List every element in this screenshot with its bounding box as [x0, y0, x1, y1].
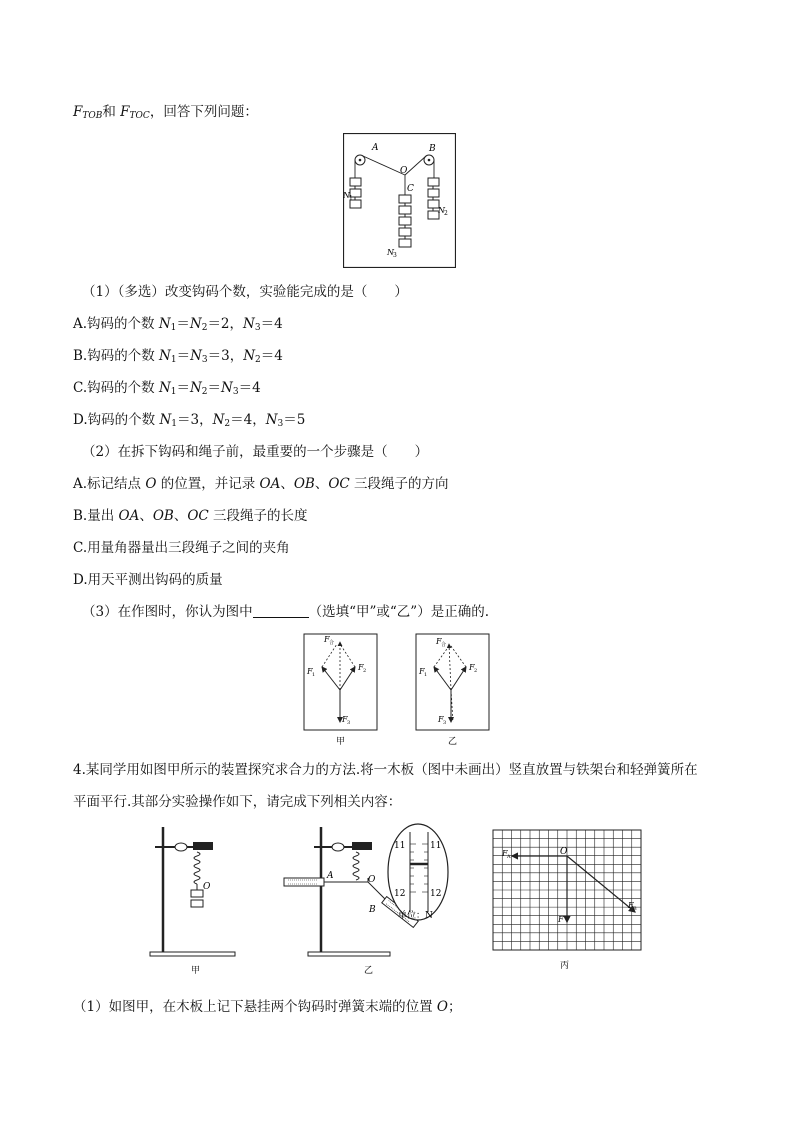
sep: 、 [314, 476, 329, 492]
label-o-jia: O [203, 882, 211, 892]
var: N [158, 380, 171, 396]
f-label: F [558, 915, 564, 924]
text: ； [447, 999, 462, 1015]
var: N [265, 412, 278, 428]
label-o-bing: O [560, 847, 568, 857]
label-a-yi: A [327, 871, 334, 881]
var: N [243, 316, 255, 332]
q1-option-d [73, 411, 305, 433]
var-sub: 2 [255, 355, 261, 365]
q2-option-c: C.用量角器量出三段绳子之间的夹角 [73, 540, 290, 556]
eq: ＝4 [260, 316, 283, 332]
scale-11-left: 11 [394, 841, 406, 851]
eq: ＝4 [260, 348, 283, 364]
var: N [159, 412, 172, 428]
eq: ＝4， [230, 412, 266, 428]
p4-line-2: 平面平行.其部分实验操作如下，请完成下列相关内容： [73, 794, 402, 810]
unit-label: 单位：N [398, 911, 433, 921]
var-sub: 3 [254, 323, 261, 333]
intro-line [73, 103, 258, 125]
caption-jia-3: 甲 [191, 966, 201, 976]
label-b-yi: B [369, 905, 376, 915]
f2-sub-2: 2 [474, 668, 478, 674]
fb-label: F [628, 901, 634, 910]
option-prefix: B.钩码的个数 [73, 348, 160, 364]
fa-label: F [502, 849, 508, 858]
var: N [221, 380, 233, 396]
var: N [243, 348, 256, 364]
var: N [159, 348, 171, 364]
option-prefix: A.钩码的个数 [73, 316, 159, 332]
eq: ＝3， [176, 412, 213, 428]
force-subscript: TOC [129, 111, 150, 121]
label-c: C [407, 184, 414, 194]
f-he-sub: 合 [329, 640, 335, 646]
var: OC [187, 508, 209, 524]
var-sub: 3 [232, 387, 239, 397]
var-sub: 1 [170, 323, 177, 333]
f1-sub: 1 [312, 672, 316, 678]
f3-sub-2: 3 [443, 720, 447, 726]
f-he-label-2: F [436, 637, 442, 646]
scale-12-left: 12 [394, 889, 406, 899]
var-sub: 3 [201, 355, 208, 365]
stand-figure-yi [280, 822, 455, 977]
var: O [436, 999, 448, 1015]
q2-option-d: D.用天平测出钩码的质量 [73, 572, 223, 588]
q2-stem: （2）在拆下钩码和绳子前，最重要的一个步骤是（ ） [82, 444, 429, 460]
q1-option-b [73, 347, 283, 369]
f-he-label: F [324, 635, 330, 644]
label-n3: N [387, 248, 394, 257]
label-n1-sub: 1 [349, 195, 353, 202]
var-sub: 1 [171, 419, 177, 429]
f1-label: F [307, 667, 313, 676]
f1-sub-2: 1 [424, 672, 428, 678]
label-o-yi: O [368, 875, 376, 885]
pulley-apparatus-figure [343, 133, 456, 268]
caption-yi: 乙 [448, 737, 458, 747]
var: N [190, 348, 202, 364]
label-n2-sub: 2 [444, 210, 448, 217]
label-n1: N [343, 191, 350, 200]
sep: 、 [173, 508, 188, 524]
label-b: B [429, 144, 436, 154]
eq: ＝3， [207, 348, 244, 364]
text: B.量出 [73, 508, 119, 524]
eq: ＝5 [283, 412, 306, 428]
caption-bing: 丙 [560, 961, 570, 971]
answer-blank[interactable] [253, 603, 309, 618]
var-sub: 1 [170, 387, 177, 397]
f2-label: F [358, 663, 364, 672]
stand-figure-jia [145, 822, 245, 977]
var: N [189, 316, 202, 332]
var-sub: 2 [224, 419, 231, 429]
intro-tail: ，回答下列问题： [149, 104, 258, 120]
var: N [212, 412, 225, 428]
f3-label-2: F [438, 715, 444, 724]
text: 三段绳子的方向 [349, 476, 449, 492]
p4-line-1: 4.某同学用如图甲所示的装置探究求合力的方法.将一木板（图中未画出）竖直放置与铁架台和轻弹簧所在 [73, 762, 698, 778]
text: （3）在作图时，你认为图中 [82, 604, 253, 620]
q1-stem: （1）（多选）改变钩码个数，实验能完成的是（ ） [82, 284, 408, 300]
label-n2: N [438, 206, 445, 215]
f2-label-2: F [469, 663, 475, 672]
sep: 、 [139, 508, 153, 524]
eq: ＝ [176, 348, 191, 364]
scale-12-right: 12 [430, 889, 442, 899]
var: OC [328, 476, 350, 492]
var: OB [152, 508, 174, 524]
text: 的位置，并记录 [156, 476, 260, 492]
label-n3-sub: 3 [393, 252, 397, 259]
eq: ＝ [176, 380, 190, 396]
caption-jia: 甲 [336, 737, 346, 747]
f3-sub: 3 [347, 720, 351, 726]
option-prefix: C.钩码的个数 [73, 380, 159, 396]
text: （1）如图甲，在木板上记下悬挂两个钩码时弹簧末端的位置 [73, 999, 437, 1015]
var: N [158, 316, 171, 332]
var-sub: 3 [277, 419, 284, 429]
f-he-sub-2: 合 [441, 642, 447, 648]
p5-line [73, 998, 461, 1016]
text: A.标记结点 [73, 476, 146, 492]
var: OB [293, 476, 315, 492]
q1-option-c [73, 379, 261, 401]
var: OA [259, 476, 281, 492]
q2-option-b [73, 507, 308, 525]
label-o: O [400, 166, 408, 176]
q2-option-a [73, 475, 449, 493]
scale-11-right: 11 [430, 841, 442, 851]
force-diagrams-figure [300, 630, 500, 748]
f2-sub: 2 [363, 668, 367, 674]
f3-label: F [342, 715, 348, 724]
var: O [145, 476, 157, 492]
q3-stem [82, 603, 489, 621]
var-sub: 2 [201, 323, 208, 333]
force-subscript: TOB [82, 111, 103, 121]
q1-option-a [73, 315, 283, 337]
f1-label-2: F [419, 667, 425, 676]
text: （选填“甲”或“乙”）是正确的. [308, 604, 489, 620]
conjunction: 和 [102, 104, 121, 120]
eq: ＝ [176, 316, 190, 332]
force-symbol: F [73, 104, 83, 120]
caption-yi-3: 乙 [364, 966, 374, 976]
option-prefix: D.钩码的个数 [73, 412, 160, 428]
label-a: A [372, 143, 379, 153]
force-symbol: F [120, 104, 130, 120]
var-sub: 2 [201, 387, 208, 397]
var: OA [118, 508, 140, 524]
fa-sub: A [507, 854, 511, 860]
eq: ＝4 [238, 380, 261, 396]
grid-figure-bing [490, 828, 645, 978]
var: N [189, 380, 202, 396]
eq: ＝2， [207, 316, 244, 332]
eq: ＝ [207, 380, 222, 396]
fb-sub: B [633, 906, 637, 912]
var-sub: 1 [170, 355, 177, 365]
text: 三段绳子的长度 [208, 508, 308, 524]
sep: 、 [280, 476, 294, 492]
